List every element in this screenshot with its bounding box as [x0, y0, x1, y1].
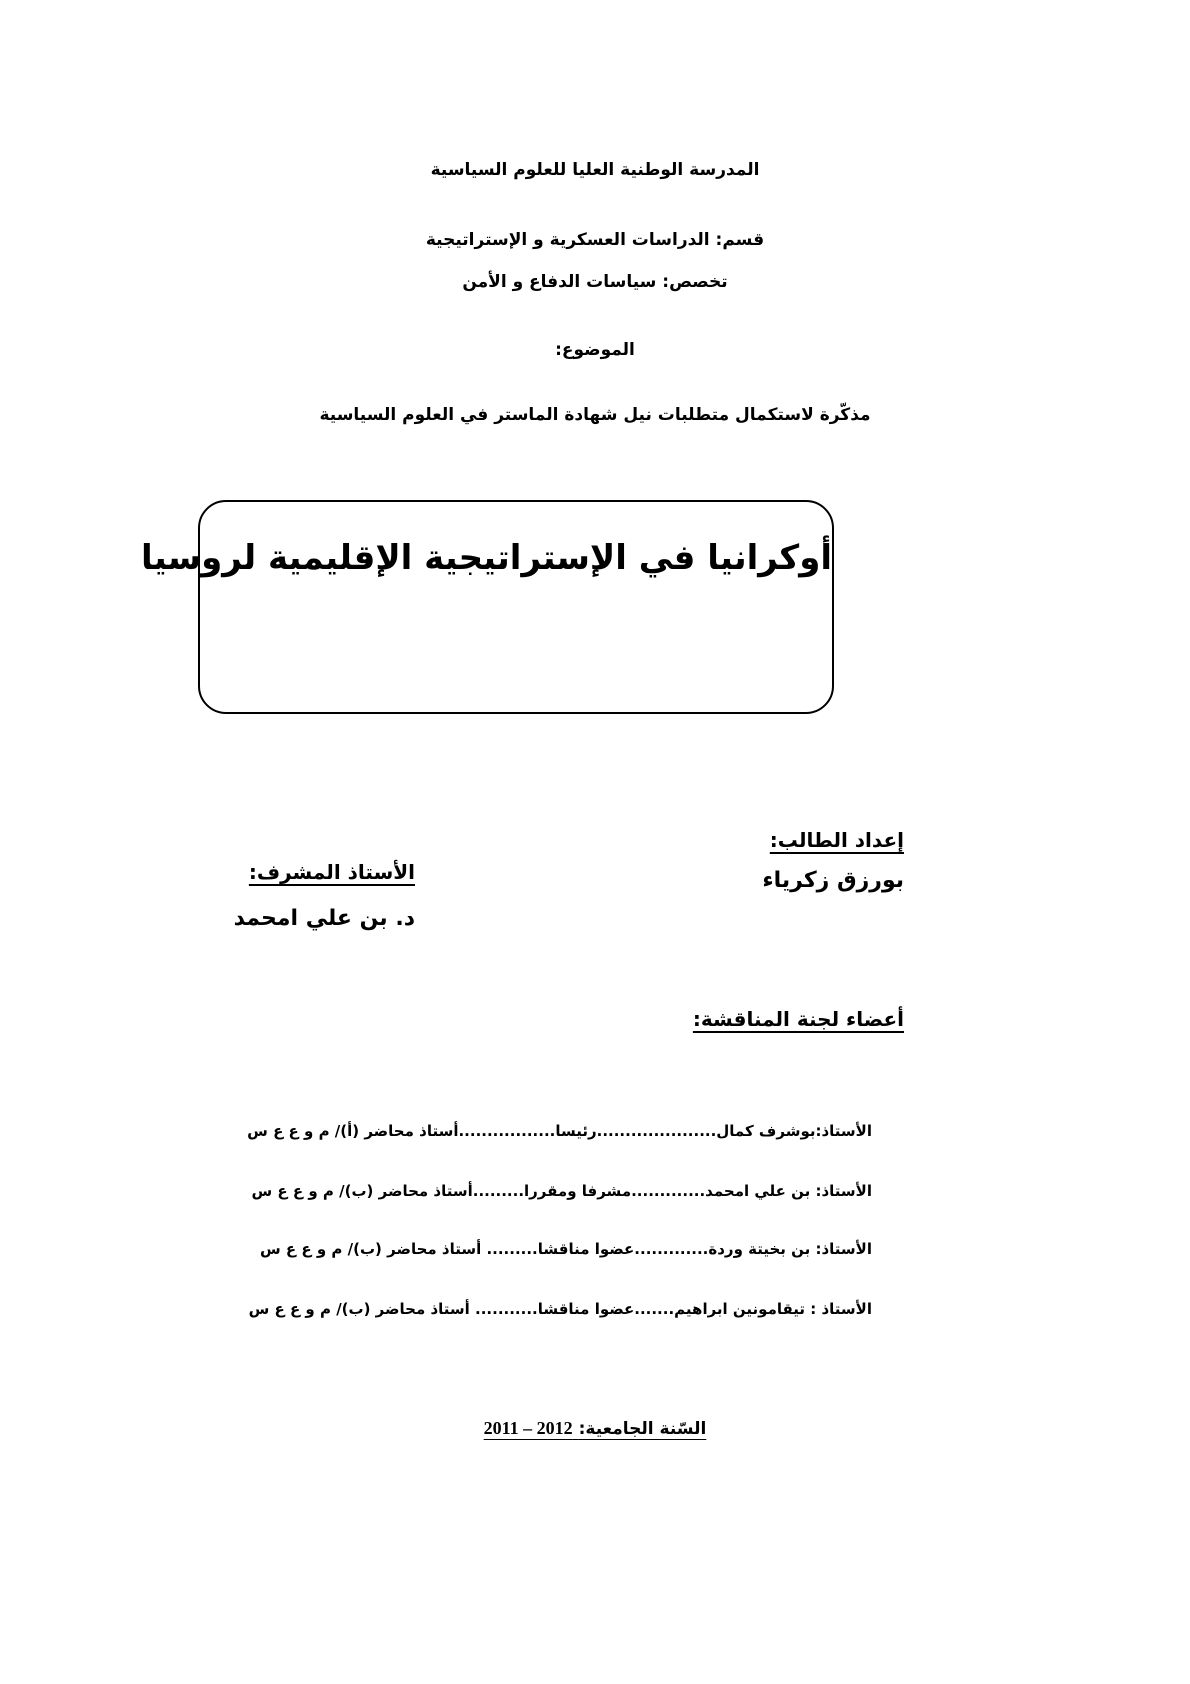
- committee-member: الأستاذ: بن علي امحمد.............مشرفا ومقررا.........أستاذ محاضر (ب)/ م و ع ع س: [251, 1182, 872, 1200]
- academic-year: [0, 1418, 1190, 1439]
- supervisor-label: الأستاذ المشرف:: [248, 860, 415, 884]
- committee-member: الأستاذ: بن بخيتة وردة.............عضوا مناقشا......... أستاذ محاضر (ب)/ م و ع ع س: [260, 1240, 872, 1258]
- department-line: قسم: الدراسات العسكرية و الإستراتيجية: [425, 230, 765, 250]
- committee-member: الأستاذ:بوشرف كمال.....................رئيسا.................أستاذ محاضر (أ)/ م و ع ع س: [247, 1122, 872, 1140]
- memo-line: مذكّرة لاستكمال متطلبات نيل شهادة الماستر في العلوم السياسية: [319, 405, 871, 425]
- committee-label: أعضاء لجنة المناقشة:: [692, 1007, 904, 1031]
- school-name: المدرسة الوطنية العليا للعلوم السياسية: [430, 160, 760, 180]
- academic-year-label: السّنة الجامعية:: [578, 1419, 707, 1439]
- academic-year-value: 2011 – 2012: [483, 1418, 573, 1438]
- thesis-title-box: [141, 500, 834, 714]
- committee-member: الأستاذ : تيقامونين ابراهيم.......عضوا مناقشا........... أستاذ محاضر (ب)/ م و ع ع س: [248, 1300, 872, 1318]
- supervisor-name: د. بن علي امحمد: [233, 906, 415, 931]
- specialty-line: تخصص: سياسات الدفاع و الأمن: [462, 272, 728, 292]
- thesis-title: أوكرانيا في الإستراتيجية الإقليمية لروسيا: [141, 538, 832, 578]
- student-name: بورزق زكرياء: [762, 868, 904, 893]
- student-label: إعداد الطالب:: [769, 828, 904, 852]
- topic-label: الموضوع:: [555, 340, 635, 360]
